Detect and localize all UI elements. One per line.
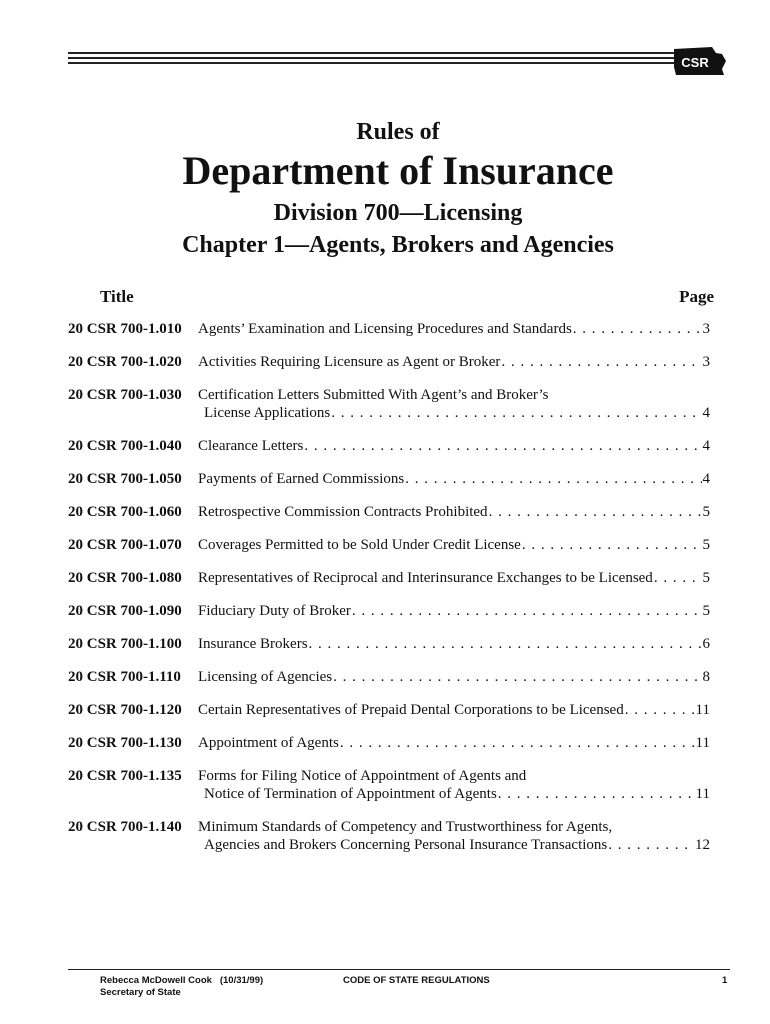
toc-entry-page: 11 [695, 735, 710, 751]
chapter-title: Chapter 1—Agents, Brokers and Agencies [182, 232, 614, 258]
toc-entry-code: 20 CSR 700-1.030 [68, 387, 182, 403]
toc-entry-title: Insurance Brokers [198, 636, 308, 652]
logo-text: CSR [681, 55, 709, 70]
division-title: Division 700—Licensing [273, 200, 523, 226]
toc-entry [68, 386, 710, 422]
toc-entry-code: 20 CSR 700-1.080 [68, 570, 182, 586]
toc-entry-page: 12 [695, 837, 710, 853]
toc-entry-title: Fiduciary Duty of Broker [198, 603, 351, 619]
toc-entry-code: 20 CSR 700-1.040 [68, 438, 182, 454]
toc-entry-page: 4 [702, 405, 710, 421]
dot-leader [654, 569, 702, 587]
toc-entry-code: 20 CSR 700-1.100 [68, 636, 182, 652]
toc-entry-title: Payments of Earned Commissions [198, 471, 405, 487]
toc-entry-page: 8 [702, 669, 710, 685]
toc-entry-code: 20 CSR 700-1.110 [68, 669, 181, 685]
dot-leader [608, 836, 694, 854]
toc-entry-title: Minimum Standards of Competency and Trustworthiness for Agents, [198, 819, 613, 835]
dot-leader [489, 503, 702, 521]
toc-entry-page: 5 [702, 603, 710, 619]
toc-entry-page: 6 [702, 636, 710, 652]
toc-entry-title: Agents’ Examination and Licensing Procedures and Standards [198, 321, 572, 337]
header-rules [68, 52, 674, 72]
toc-entry-title: Clearance Letters [198, 438, 304, 454]
toc-entry [68, 437, 710, 455]
toc-entry-title: Agencies and Brokers Concerning Personal Insurance Transactions [204, 837, 608, 853]
footer-publication: CODE OF STATE REGULATIONS [343, 975, 490, 986]
toc-entry-title: Retrospective Commission Contracts Prohibited [198, 504, 488, 520]
toc-entry [68, 818, 710, 854]
toc-entry-title: Certain Representatives of Prepaid Dental Corporations to be Licensed [198, 702, 624, 718]
dot-leader [498, 785, 695, 803]
toc-entry-code: 20 CSR 700-1.020 [68, 354, 182, 370]
toc-entry-code: 20 CSR 700-1.090 [68, 603, 182, 619]
toc-entry-page: 11 [695, 786, 710, 802]
footer-page-number: 1 [722, 975, 728, 986]
toc-entry-title: Representatives of Reciprocal and Interinsurance Exchanges to be Licensed [198, 570, 653, 586]
toc-entry-code: 20 CSR 700-1.130 [68, 735, 182, 751]
toc-entry-code: 20 CSR 700-1.050 [68, 471, 182, 487]
toc-entry [68, 767, 710, 803]
table-of-contents [68, 320, 710, 869]
csr-logo [672, 45, 728, 79]
toc-entry-code: 20 CSR 700-1.070 [68, 537, 182, 553]
dot-leader [522, 536, 702, 554]
dot-leader [309, 635, 702, 653]
footer-role: Secretary of State [100, 987, 181, 998]
toc-entry-page: 5 [702, 570, 710, 586]
column-header-title: Title [100, 287, 134, 306]
toc-entry [68, 701, 710, 719]
toc-entry-page: 5 [702, 537, 710, 553]
toc-entry-title: Coverages Permitted to be Sold Under Credit License [198, 537, 521, 553]
toc-entry-title: Appointment of Agents [198, 735, 339, 751]
toc-entry-title: Licensing of Agencies [198, 669, 333, 685]
toc-entry-page: 3 [702, 354, 710, 370]
toc-entry-code: 20 CSR 700-1.060 [68, 504, 182, 520]
toc-entry [68, 536, 710, 554]
dot-leader [331, 404, 701, 422]
rules-of: Rules of [356, 119, 440, 145]
toc-entry-code: 20 CSR 700-1.120 [68, 702, 182, 718]
footer-rule [68, 969, 730, 970]
toc-entry-title: Forms for Filing Notice of Appointment of Agents and [198, 768, 527, 784]
toc-entry-title: Notice of Termination of Appointment of Agents [204, 786, 497, 802]
dot-leader [573, 320, 702, 338]
footer-author: Rebecca McDowell Cook [100, 975, 212, 986]
toc-entry-code: 20 CSR 700-1.140 [68, 819, 182, 835]
footer-date: (10/31/99) [219, 975, 264, 986]
toc-entry-page: 4 [702, 438, 710, 454]
dot-leader [405, 470, 701, 488]
dot-leader [340, 734, 695, 752]
dot-leader [625, 701, 695, 719]
dot-leader [352, 602, 702, 620]
department-title: Department of Insurance [182, 148, 614, 193]
toc-entry-page: 4 [702, 471, 710, 487]
toc-entry [68, 353, 710, 371]
toc-entry [68, 734, 710, 752]
footer-author-block [100, 975, 263, 999]
dot-leader [304, 437, 701, 455]
toc-entry [68, 569, 710, 587]
toc-entry-page: 11 [695, 702, 710, 718]
column-header-page: Page [679, 287, 714, 306]
toc-entry-page: 3 [702, 321, 710, 337]
toc-entry [68, 635, 710, 653]
toc-entry [68, 503, 710, 521]
toc-entry [68, 602, 710, 620]
title-block [0, 118, 770, 260]
toc-entry-title: License Applications [204, 405, 331, 421]
dot-leader [333, 668, 701, 686]
toc-entry-title: Activities Requiring Licensure as Agent or Broker [198, 354, 501, 370]
toc-entry [68, 470, 710, 488]
toc-entry-code: 20 CSR 700-1.135 [68, 768, 182, 784]
toc-entry-page: 5 [702, 504, 710, 520]
toc-entry [68, 668, 710, 686]
toc-entry [68, 320, 710, 338]
toc-entry-title: Certification Letters Submitted With Agent’s and Broker’s [198, 387, 549, 403]
toc-entry-code: 20 CSR 700-1.010 [68, 321, 182, 337]
dot-leader [501, 353, 701, 371]
